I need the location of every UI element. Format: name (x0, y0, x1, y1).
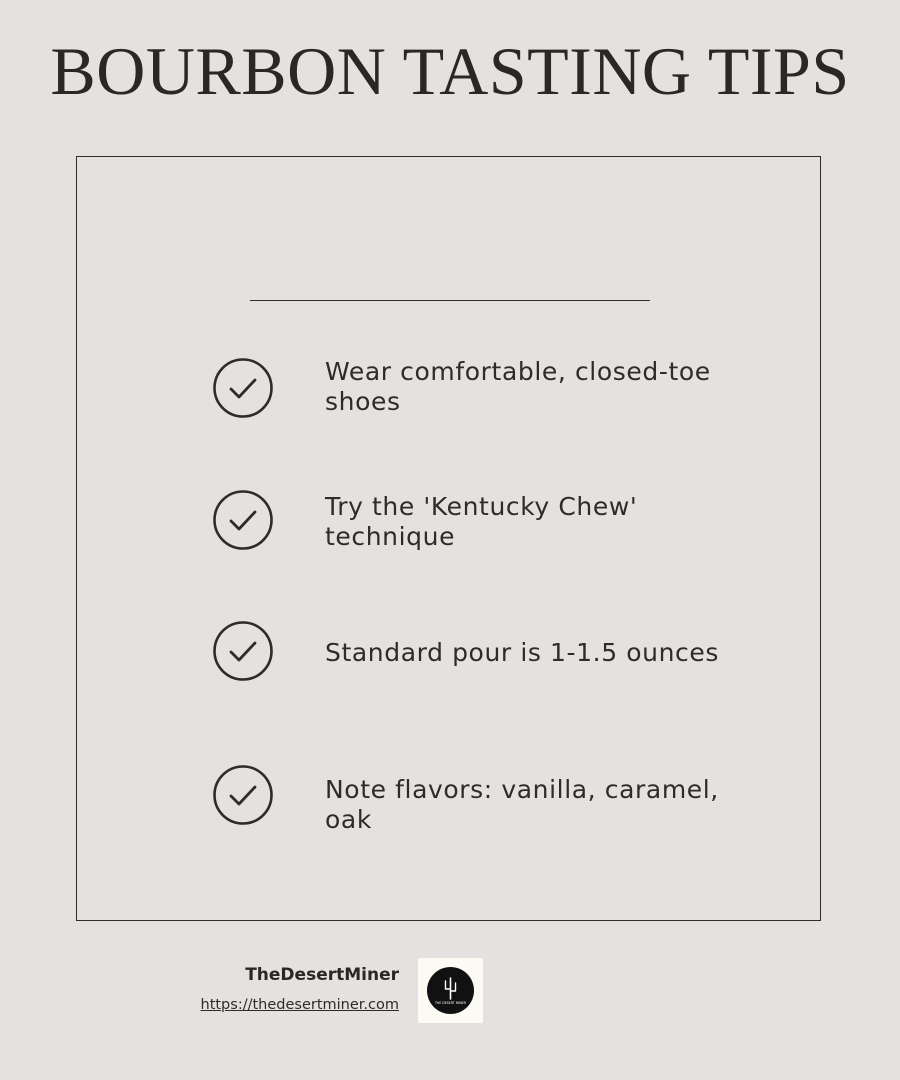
brand-name: TheDesertMiner (245, 965, 399, 985)
cactus-logo-icon (418, 958, 483, 1023)
check-circle-icon (212, 489, 274, 551)
tip-text: Standard pour is 1-1.5 ounces (325, 638, 719, 667)
check-circle-icon (212, 357, 274, 419)
card-divider (250, 300, 650, 301)
tip-item (0, 620, 900, 700)
page-title: BOURBON TASTING TIPS (50, 33, 850, 109)
check-circle-icon (212, 620, 274, 682)
tip-text: Try the 'Kentucky Chew' technique (325, 492, 638, 551)
brand-url-link[interactable]: https://thedesertminer.com (200, 997, 399, 1013)
tip-item (0, 488, 900, 568)
brand-logo (418, 958, 483, 1023)
tip-text: Wear comfortable, closed-toe shoes (325, 357, 711, 416)
tip-item (0, 764, 900, 844)
tip-text: Note flavors: vanilla, caramel, oak (325, 775, 719, 834)
check-circle-icon (212, 764, 274, 826)
logo-wordmark: THE DESERT MINER (434, 1001, 467, 1005)
tip-item (0, 356, 900, 436)
